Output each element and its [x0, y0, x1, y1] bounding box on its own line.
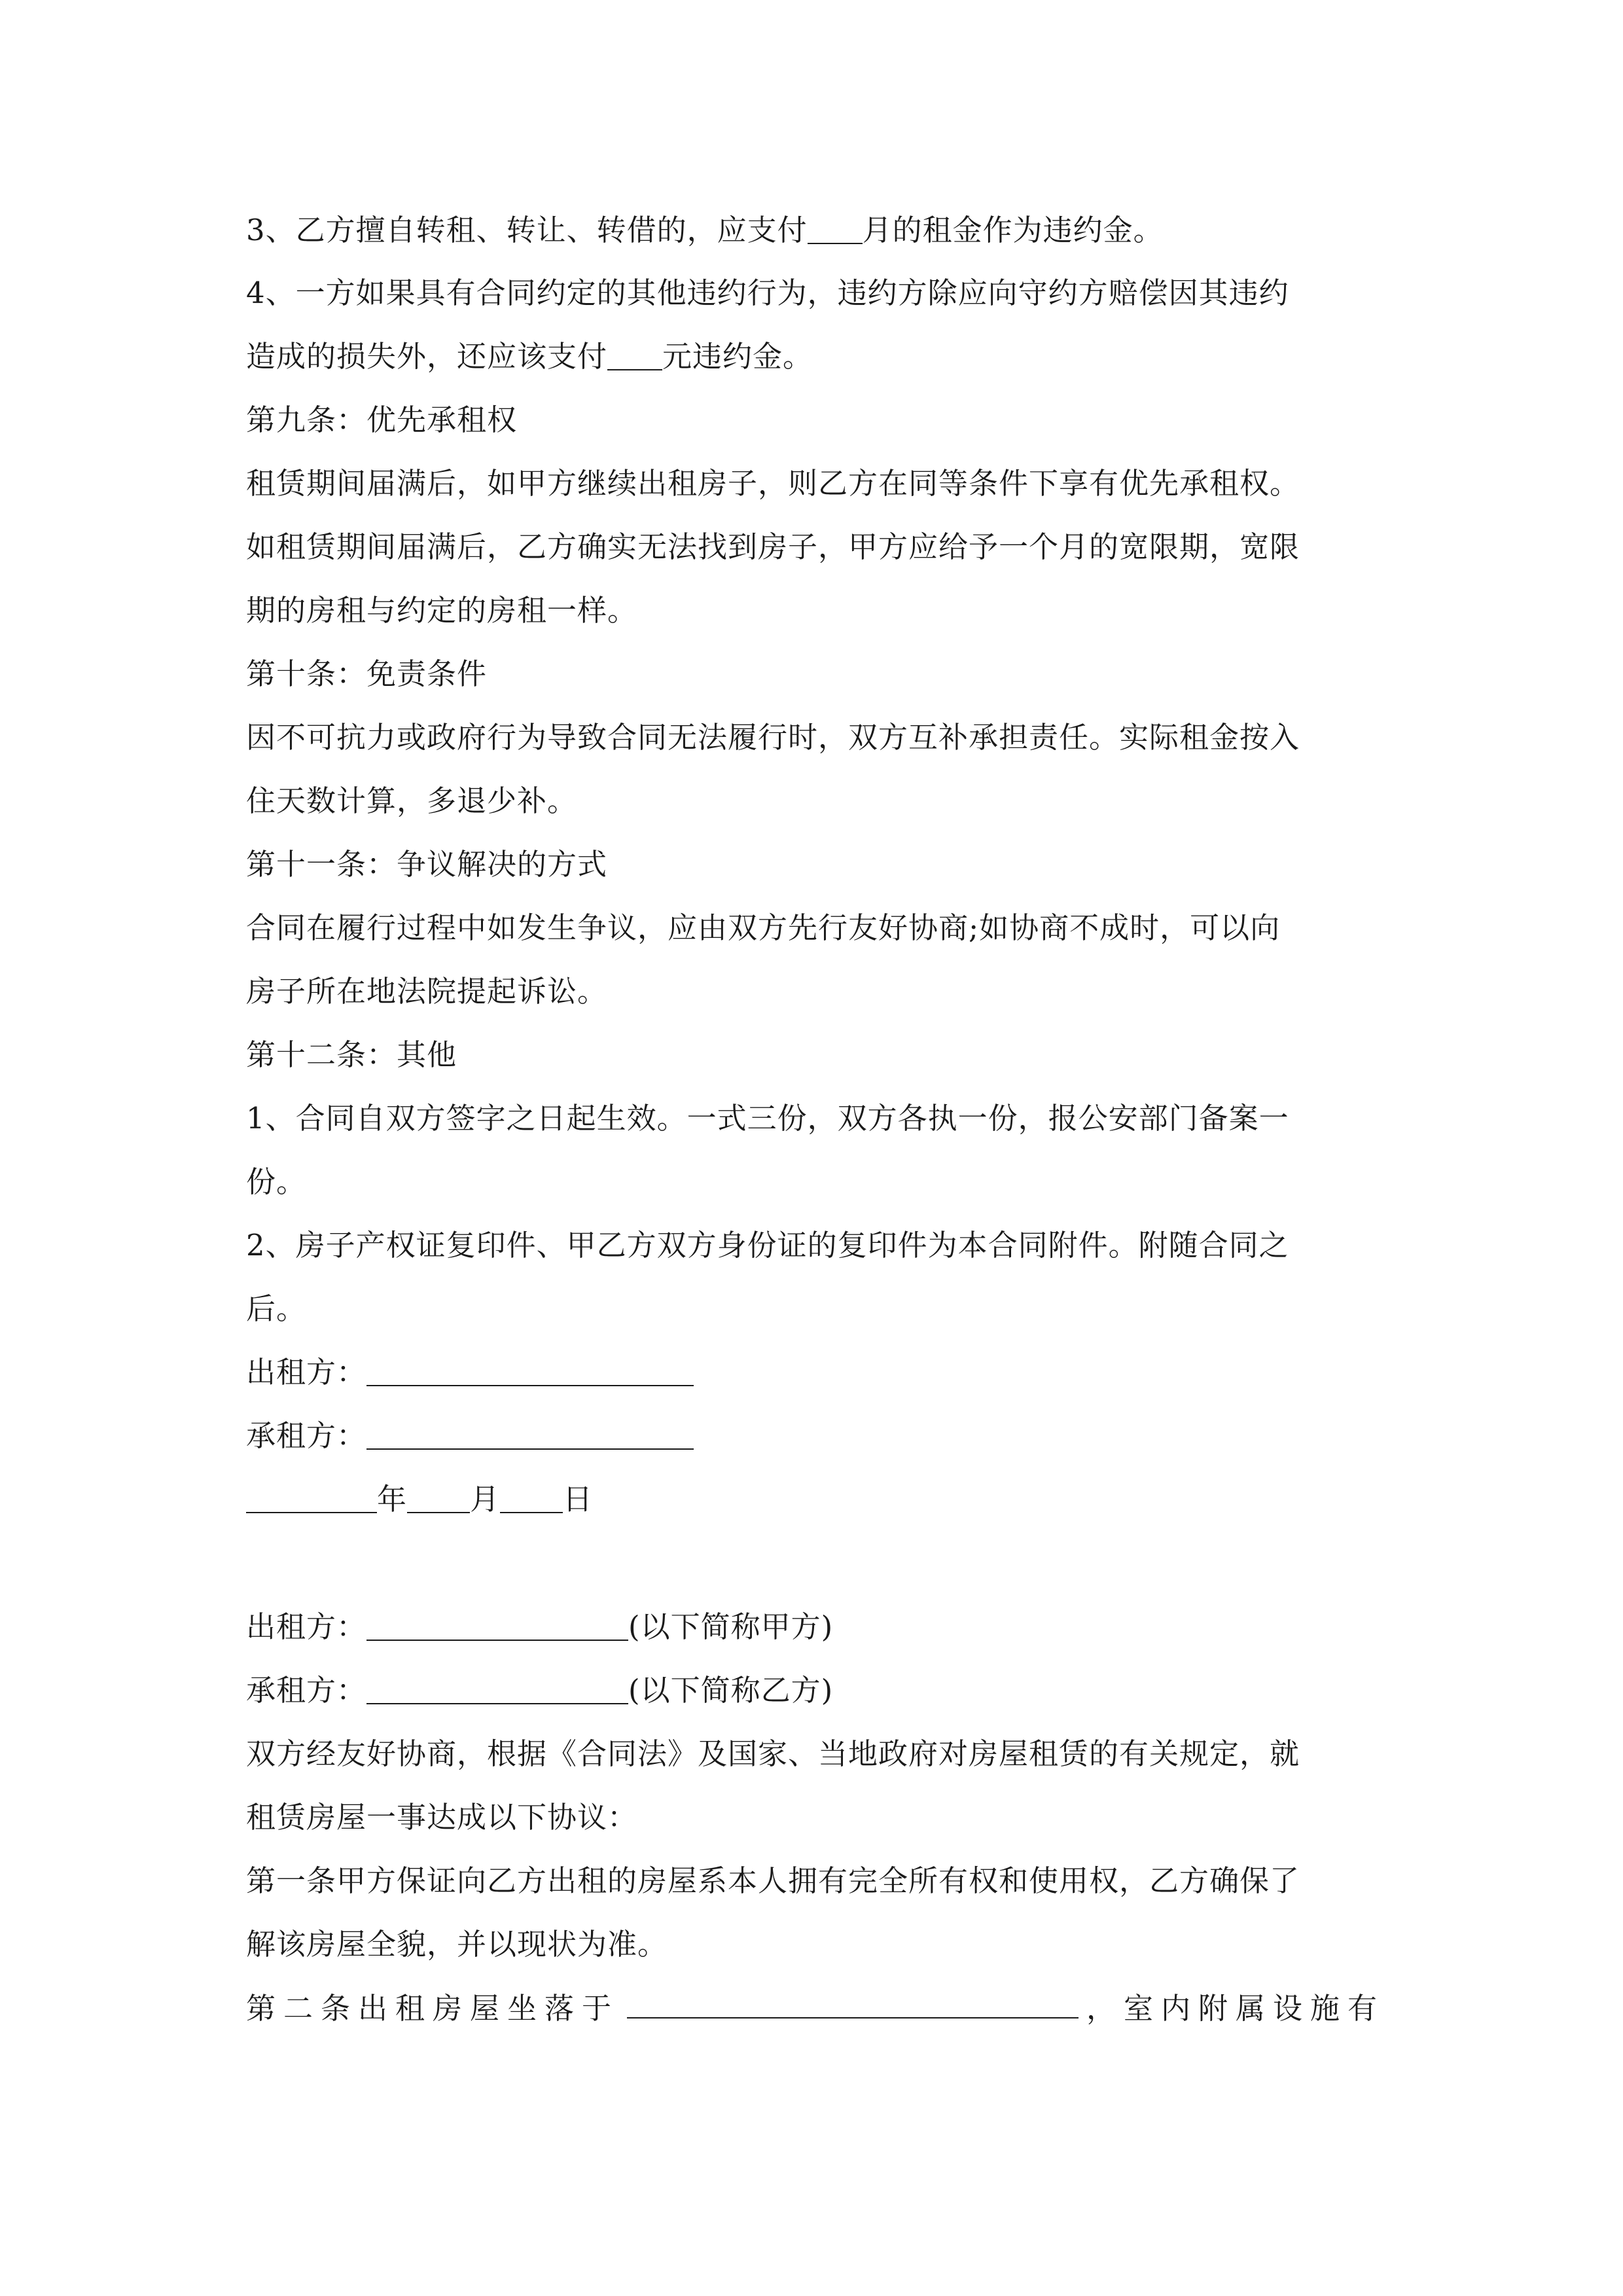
lessee-name-blank	[366, 1674, 628, 1704]
clause-text: 元违约金。	[662, 339, 813, 374]
article-1-line-2: 解该房屋全貌，并以现状为准。	[246, 1927, 668, 1962]
lessee-label: 承租方：	[246, 1418, 367, 1453]
lessor-signature-line	[246, 1353, 1385, 1392]
clause-line-7: 期的房租与约定的房租一样。	[246, 593, 638, 628]
clause-line-15: 1、合同自双方签字之日起生效。一式三份，双方各执一份，报公安部门备案一	[246, 1101, 1289, 1136]
day-label: 日	[563, 1482, 594, 1516]
clause-line-1	[246, 211, 1385, 250]
clause-line-17: 2、房子产权证复印件、甲乙方双方身份证的复印件为本合同附件。附随合同之	[246, 1228, 1289, 1263]
year-blank	[246, 1483, 377, 1513]
section-heading-11: 第十一条：争议解决的方式	[246, 847, 608, 882]
clause-line-9: 因不可抗力或政府行为导致合同无法履行时，双方互补承担责任。实际租金按入	[246, 720, 1300, 755]
fill-blank	[808, 214, 863, 244]
agreement-line-2: 租赁房屋一事达成以下协议：	[246, 1800, 638, 1835]
clause-line-10: 住天数计算，多退少补。	[246, 783, 578, 818]
lessee-signature-line	[246, 1416, 1385, 1456]
clause-text: 造成的损失外，还应该支付	[246, 339, 608, 374]
address-blank	[627, 1988, 1079, 2018]
agreement-line-1: 双方经友好协商，根据《合同法》及国家、当地政府对房屋租赁的有关规定，就	[246, 1736, 1300, 1771]
section-heading-10: 第十条：免责条件	[246, 656, 488, 691]
second-lessor-line	[246, 1607, 1385, 1647]
lessee-signature-blank	[366, 1420, 694, 1450]
clause-line-16: 份。	[246, 1164, 307, 1199]
lessor-label: 出租方：	[246, 1355, 367, 1390]
article-1-line-1: 第一条甲方保证向乙方出租的房屋系本人拥有完全所有权和使用权，乙方确保了	[246, 1863, 1300, 1898]
article-2-post: ，室内附属设施有	[1086, 1991, 1385, 2026]
lessee-suffix: (以下简称乙方)	[628, 1673, 834, 1708]
lessor-label: 出租方：	[246, 1609, 367, 1644]
second-lessee-line	[246, 1671, 1385, 1710]
year-label: 年	[377, 1482, 408, 1516]
day-blank	[500, 1483, 563, 1513]
clause-line-2: 4、一方如果具有合同约定的其他违约行为，违约方除应向守约方赔偿因其违约	[246, 276, 1289, 310]
clause-line-6: 如租赁期间届满后，乙方确实无法找到房子，甲方应给予一个月的宽限期，宽限	[246, 529, 1300, 564]
month-blank	[407, 1483, 470, 1513]
date-line	[246, 1480, 1385, 1519]
article-2-pre: 第二条出租房屋坐落于	[246, 1991, 620, 2026]
section-heading-12: 第十二条：其他	[246, 1037, 457, 1072]
clause-line-12: 合同在履行过程中如发生争议，应由双方先行友好协商;如协商不成时，可以向	[246, 910, 1281, 945]
clause-line-3	[246, 337, 1385, 376]
fill-blank	[607, 340, 662, 370]
lessor-name-blank	[366, 1611, 628, 1641]
clause-line-13: 房子所在地法院提起诉讼。	[246, 974, 608, 1009]
clause-line-18: 后。	[246, 1291, 307, 1326]
lessor-signature-blank	[366, 1356, 694, 1386]
article-2-line	[246, 1988, 1385, 2028]
clause-text: 月的租金作为违约金。	[862, 213, 1164, 247]
section-heading-9: 第九条：优先承租权	[246, 403, 518, 437]
clause-line-5: 租赁期间届满后，如甲方继续出租房子，则乙方在同等条件下享有优先承租权。	[246, 466, 1300, 501]
clause-text: 3、乙方擅自转租、转让、转借的，应支付	[246, 213, 808, 247]
lessor-suffix: (以下简称甲方)	[628, 1609, 834, 1644]
lessee-label: 承租方：	[246, 1673, 367, 1708]
month-label: 月	[470, 1482, 501, 1516]
